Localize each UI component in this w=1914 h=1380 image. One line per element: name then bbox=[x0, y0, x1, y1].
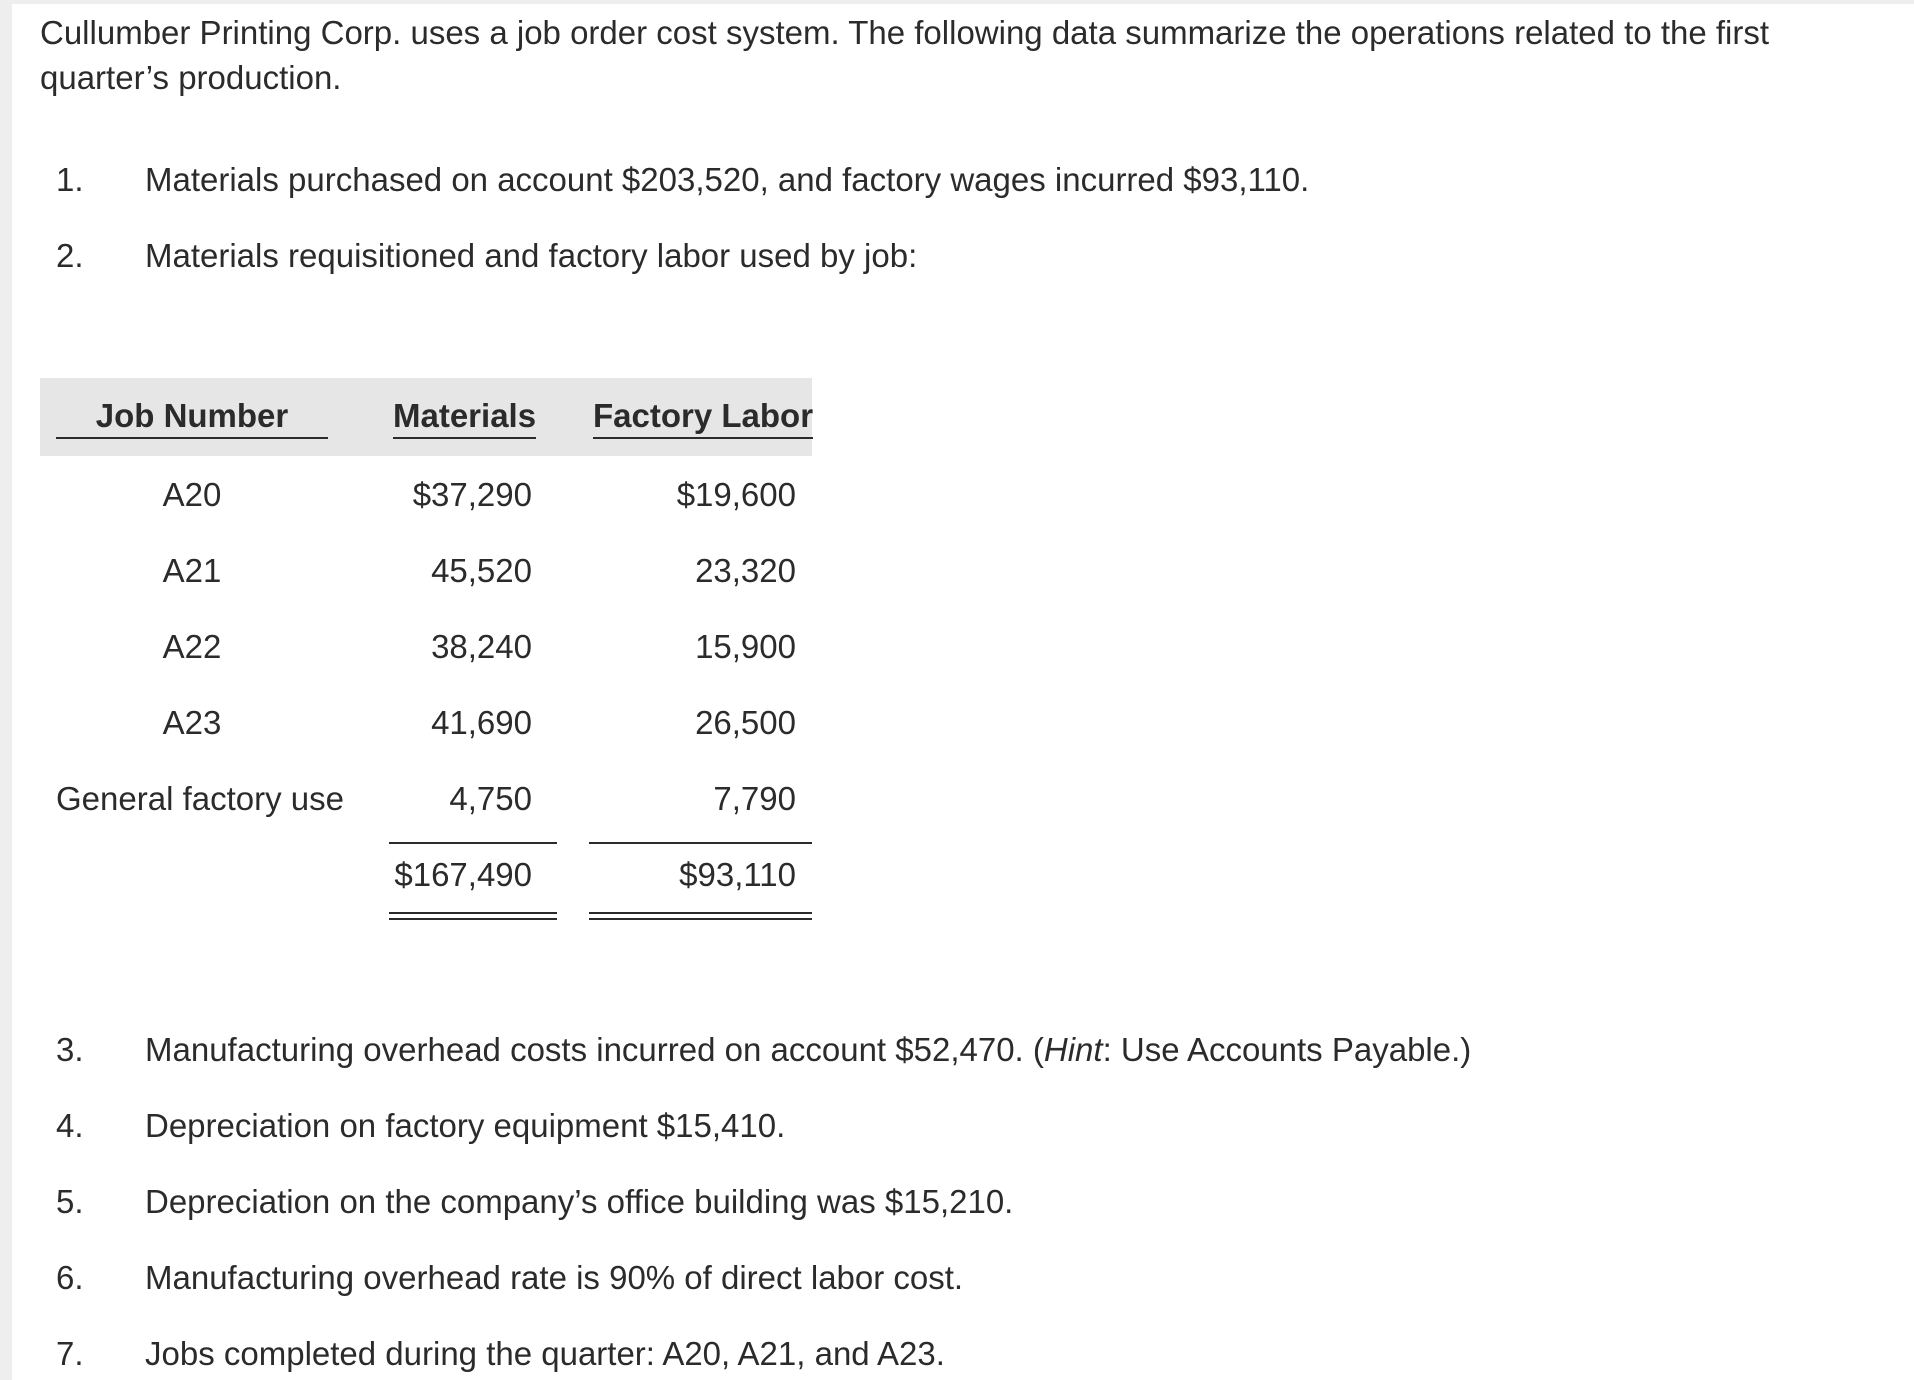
header-job-number: Job Number bbox=[56, 397, 328, 439]
cell-job: A23 bbox=[162, 704, 222, 741]
header-materials: Materials bbox=[393, 397, 536, 439]
item-text: Depreciation on the company’s office building was $15,210. bbox=[145, 1183, 1014, 1220]
item-text: Depreciation on factory equipment $15,410. bbox=[145, 1107, 786, 1144]
cell-materials: $37,290 bbox=[412, 476, 532, 513]
item-number: 3. bbox=[56, 1031, 84, 1068]
cell-materials: 38,240 bbox=[431, 628, 532, 665]
item-number: 1. bbox=[56, 161, 84, 198]
item-text-after: : Use Accounts Payable.) bbox=[1102, 1031, 1472, 1068]
table-total-row bbox=[40, 836, 812, 912]
item-number: 2. bbox=[56, 237, 84, 274]
cell-materials: 4,750 bbox=[449, 780, 532, 817]
total-double-rule-materials bbox=[389, 912, 557, 920]
item-number: 7. bbox=[56, 1335, 84, 1372]
total-double-rule-labor bbox=[589, 912, 812, 920]
item-text: Materials purchased on account $203,520, and factory wages incurred $93,110. bbox=[145, 161, 1310, 198]
cell-job: A22 bbox=[162, 628, 222, 665]
cell-labor: 23,320 bbox=[695, 552, 796, 589]
total-materials: $167,490 bbox=[394, 856, 532, 893]
hint-label: Hint bbox=[1043, 1031, 1103, 1068]
cell-labor: 26,500 bbox=[695, 704, 796, 741]
cell-job: A20 bbox=[162, 476, 222, 513]
cell-job: General factory use bbox=[56, 780, 344, 817]
item-text: Jobs completed during the quarter: A20, A21, and A23. bbox=[145, 1335, 945, 1372]
problem-intro: Cullumber Printing Corp. uses a job order cost system. The following data summarize the operations related to the first quarter’s production. bbox=[40, 14, 1770, 96]
cell-labor: $19,600 bbox=[676, 476, 796, 513]
table-row bbox=[40, 608, 812, 684]
item-text: Manufacturing overhead rate is 90% of direct labor cost. bbox=[145, 1259, 964, 1296]
cell-job: A21 bbox=[162, 552, 222, 589]
item-text: Materials requisitioned and factory labor used by job: bbox=[145, 237, 918, 274]
table-header bbox=[40, 378, 812, 456]
item-number: 4. bbox=[56, 1107, 84, 1144]
table-row bbox=[40, 684, 812, 760]
item-number: 6. bbox=[56, 1259, 84, 1296]
cell-labor: 7,790 bbox=[713, 780, 796, 817]
item-text-before: Manufacturing overhead costs incurred on account $52,470. ( bbox=[145, 1031, 1044, 1068]
job-cost-table bbox=[40, 378, 812, 912]
total-labor: $93,110 bbox=[679, 856, 796, 893]
table-row bbox=[40, 760, 812, 836]
item-text bbox=[145, 1030, 1471, 1070]
item-number: 5. bbox=[56, 1183, 84, 1220]
header-factory-labor: Factory Labor bbox=[593, 397, 813, 439]
cell-labor: 15,900 bbox=[695, 628, 796, 665]
cell-materials: 41,690 bbox=[431, 704, 532, 741]
table-row bbox=[40, 456, 812, 532]
cell-materials: 45,520 bbox=[431, 552, 532, 589]
table-row bbox=[40, 532, 812, 608]
